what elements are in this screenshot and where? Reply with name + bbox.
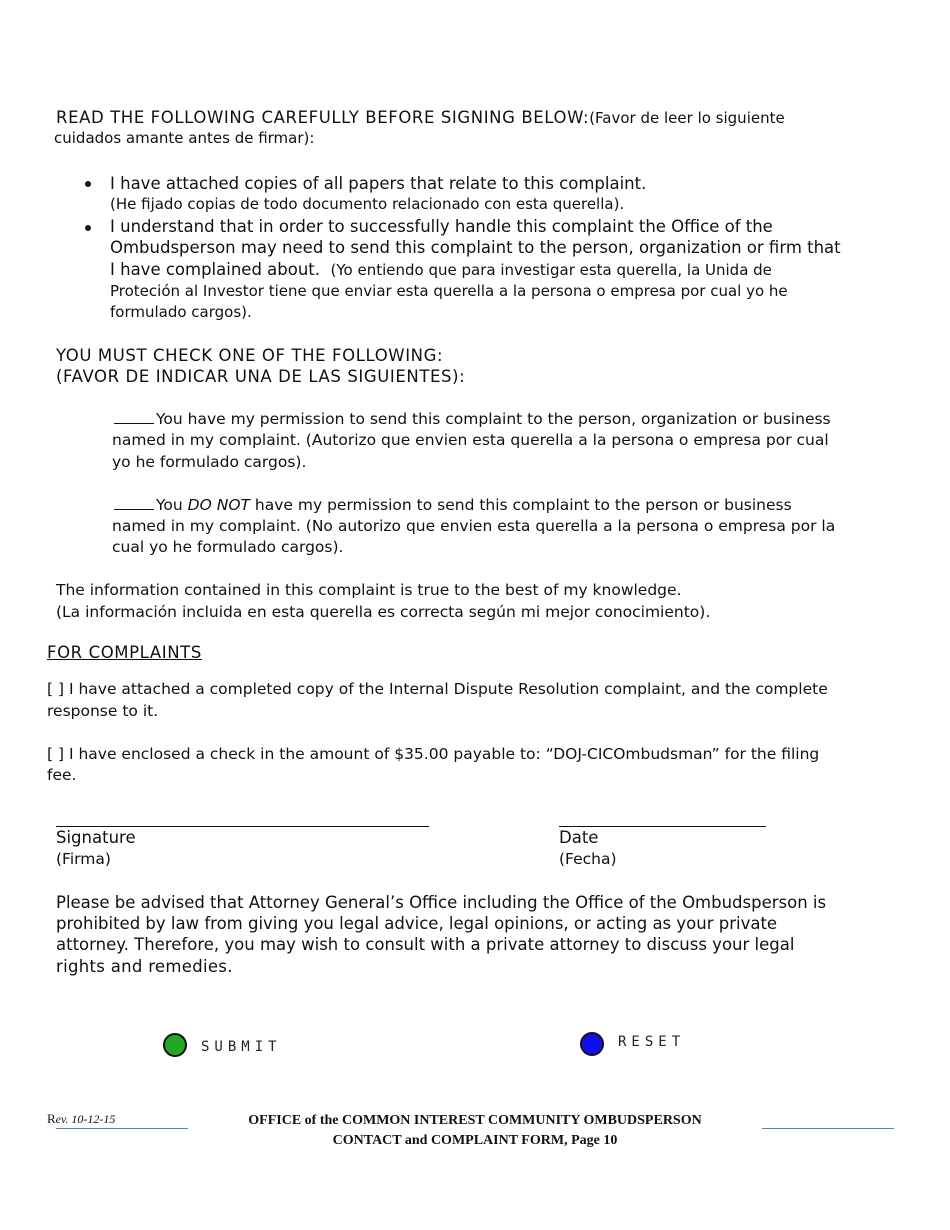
bullet-2-line-4: Proteción al Investor tiene que enviar esta querella a la persona o empresa por cual yo he (110, 282, 788, 300)
fee-checkbox-item-line-2: fee. (47, 766, 77, 784)
truth-statement-es: (La información incluida en esta querella es correcta según mi mejor conocimiento). (56, 603, 711, 621)
permission-no-line-3: cual yo he formulado cargos). (112, 538, 344, 556)
permission-no-line-2: named in my complaint. (No autorizo que envien esta querella a la persona o empresa por la (112, 517, 836, 535)
intro-heading-es: cuidados amante antes de firmar): (54, 129, 315, 147)
permission-no-option: You DO NOT have my permission to send this complaint to the person or business (114, 495, 792, 516)
advisory-line-1: Please be advised that Attorney General’s Office including the Office of the Ombudsperson is (56, 893, 827, 912)
submit-button[interactable]: SUBMIT (163, 1033, 282, 1057)
advisory-line-2: prohibited by law from giving you legal advice, legal opinions, or acting as your private (56, 914, 778, 933)
permission-yes-option: You have my permission to send this complaint to the person, organization or business (114, 409, 831, 430)
footer-title: OFFICE of the COMMON INTEREST COMMUNITY OMBUDSPERSON CONTACT and COMPLAINT FORM, Page 10 (248, 1113, 702, 1148)
reset-circle-icon[interactable] (580, 1032, 604, 1056)
idr-checkbox-item[interactable]: [ ] I have attached a completed copy of the Internal Dispute Resolution complaint, and the complete (47, 680, 828, 698)
idr-checkbox-item-line-2: response to it. (47, 702, 159, 720)
revision-label: Rev. 10-12-15 (47, 1111, 116, 1126)
bullet-2-line-3: I have complained about. (Yo entiendo que para investigar esta querella, la Unida de (110, 260, 772, 279)
permission-no-blank[interactable] (114, 495, 154, 510)
truth-statement: The information contained in this complaint is true to the best of my knowledge. (56, 581, 682, 599)
bullet-1-text-es: (He fijado copias de todo documento relacionado con esta querella). (110, 195, 625, 213)
bullet-2-line-1: I understand that in order to successfully handle this complaint the Office of the (110, 217, 773, 236)
bullet-icon (85, 225, 91, 231)
permission-yes-line-3: yo he formulado cargos). (112, 453, 307, 471)
date-label-es: (Fecha) (559, 850, 617, 868)
permission-yes-blank[interactable] (114, 409, 154, 424)
check-heading-es: (FAVOR DE INDICAR UNA DE LAS SIGUIENTES): (56, 367, 466, 386)
bullet-2-line-5: formulado cargos). (110, 303, 252, 321)
complaints-heading: FOR COMPLAINTS (47, 643, 202, 662)
bullet-1-text: I have attached copies of all papers that relate to this complaint. (110, 174, 647, 193)
advisory-line-3: attorney. Therefore, you may wish to consult with a private attorney to discuss your legal (56, 935, 795, 954)
intro-heading: READ THE FOLLOWING CAREFULLY BEFORE SIGNING BELOW:(Favor de leer lo siguiente (56, 108, 785, 127)
date-label: Date (559, 828, 599, 847)
permission-yes-line-2: named in my complaint. (Autorizo que envien esta querella a la persona o empresa por cual (112, 431, 829, 449)
reset-button[interactable]: RESET (580, 1032, 685, 1056)
signature-label: Signature (56, 828, 136, 847)
check-heading: YOU MUST CHECK ONE OF THE FOLLOWING: (56, 346, 444, 365)
footer-left-rule (56, 1128, 188, 1129)
advisory-line-4: rights and remedies. (56, 957, 233, 976)
submit-circle-icon[interactable] (163, 1033, 187, 1057)
footer-right-rule (762, 1128, 894, 1129)
signature-label-es: (Firma) (56, 850, 111, 868)
bullet-2-line-2: Ombudsperson may need to send this complaint to the person, organization or firm that (110, 238, 841, 257)
fee-checkbox-item[interactable]: [ ] I have enclosed a check in the amount of $35.00 payable to: “DOJ-CICOmbudsman” for the filing (47, 745, 820, 763)
bullet-icon (85, 181, 91, 187)
